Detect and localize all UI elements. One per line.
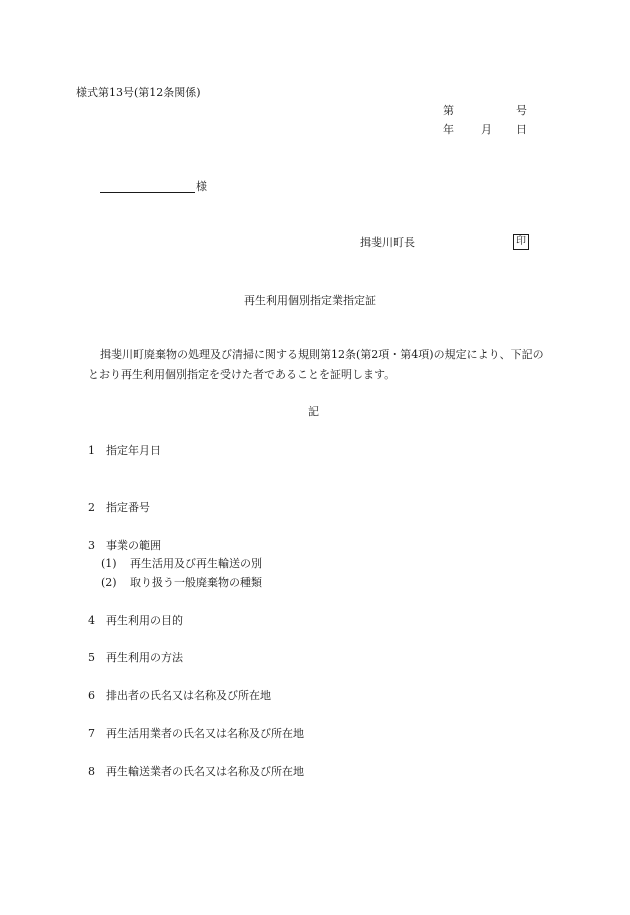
item-num: 2 [88, 501, 95, 514]
document-title: 再生利用個別指定業指定証 [244, 294, 376, 307]
item-num: 8 [88, 765, 95, 778]
item-label: 再生活用業者の氏名又は名称及び所在地 [106, 727, 304, 740]
item-label: 指定年月日 [106, 444, 161, 457]
number-suffix: 号 [516, 104, 527, 117]
item-label: 再生輸送業者の氏名又は名称及び所在地 [106, 765, 304, 778]
item-label: 再生利用の方法 [106, 651, 183, 664]
subitem-num: (2) [101, 576, 117, 589]
item-num: 4 [88, 614, 95, 627]
item-label: 事業の範囲 [106, 539, 161, 552]
item-num: 1 [88, 444, 95, 457]
item-label: 再生利用の目的 [106, 614, 183, 627]
item-label: 排出者の氏名又は名称及び所在地 [106, 689, 271, 702]
seal-mark: 印 [513, 234, 529, 250]
form-label: 様式第13号(第12条関係) [76, 86, 201, 99]
subitem-num: (1) [101, 557, 117, 570]
subitem-label: 再生活用及び再生輸送の別 [130, 557, 262, 570]
date-month: 月 [481, 123, 492, 136]
date-year: 年 [443, 123, 454, 136]
item-num: 7 [88, 727, 95, 740]
item-num: 6 [88, 689, 95, 702]
item-num: 5 [88, 651, 95, 664]
body-paragraph: 揖斐川町廃棄物の処理及び清掃に関する規則第12条(第2項・第4項)の規定により、下記のとおり再生利用個別指定を受けた者であることを証明します。 [88, 348, 544, 381]
subitem-label: 取り扱う一般廃棄物の種類 [130, 576, 262, 589]
issuer-name: 揖斐川町長 [360, 236, 415, 249]
item-num: 3 [88, 539, 95, 552]
date-day: 日 [516, 123, 527, 136]
addressee-suffix: 様 [196, 180, 207, 193]
addressee-blank-line [100, 192, 195, 193]
ki-label: 記 [308, 405, 319, 418]
item-label: 指定番号 [106, 501, 150, 514]
number-prefix: 第 [443, 104, 454, 117]
